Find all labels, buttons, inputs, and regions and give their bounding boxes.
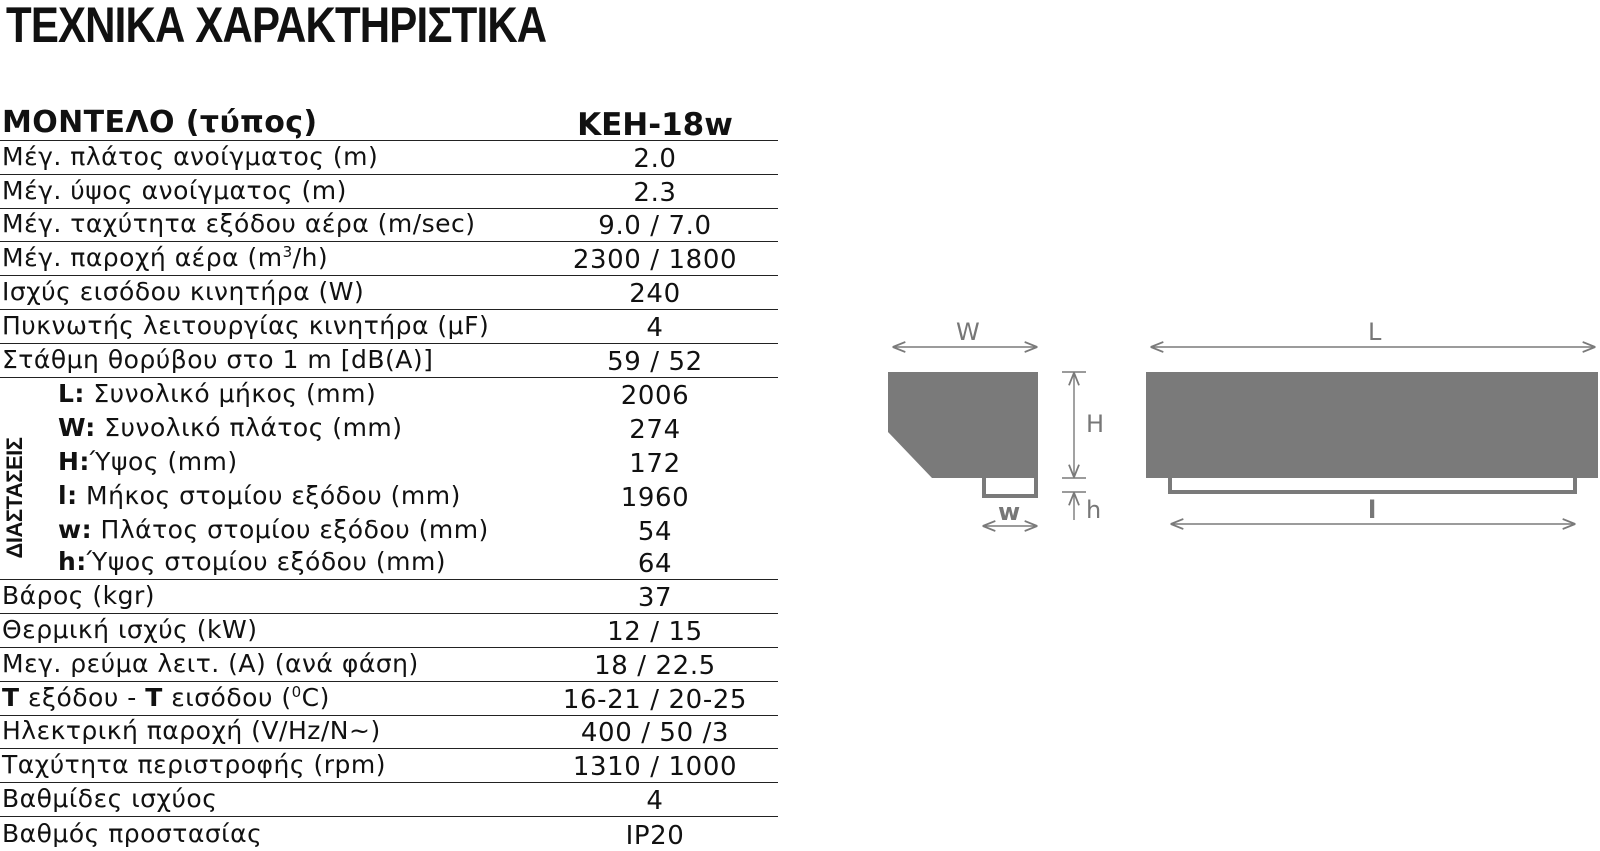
dimension-row (0, 479, 778, 513)
temp-symbol: T (2, 682, 20, 712)
row-value: 1310 / 1000 (572, 752, 738, 783)
row-label: Βαθμίδες ισχύος (2, 783, 218, 813)
row-value: 2006 (620, 381, 690, 412)
dimension-row (0, 445, 778, 479)
row-label: Ισχύς εισόδου κινητήρα (W) (2, 276, 365, 306)
model-value: ΚΕΗ-18w (577, 107, 733, 143)
table-row (0, 344, 778, 378)
row-label: Θερμική ισχύς (kW) (2, 614, 258, 644)
model-label: ΜΟΝΤΕΛΟ (τύπος) (2, 105, 318, 140)
table-row (0, 141, 778, 175)
L-label: L (1368, 318, 1382, 346)
label-text: Ύψος στομίου εξόδου (mm) (86, 547, 447, 577)
row-value: 172 (629, 448, 681, 479)
row-label (58, 481, 461, 511)
table-row (0, 175, 778, 209)
page-title: ΤΕΧΝΙΚΑ ΧΑΡΑΚΤΗΡΙΣΤΙΚΑ (6, 0, 547, 53)
w-label: w (998, 498, 1021, 526)
h-label: h (1086, 496, 1102, 524)
row-label (58, 379, 376, 409)
W-label: W (956, 318, 980, 346)
row-value: 400 / 50 /3 (580, 718, 730, 749)
label-text: Μήκος στομίου εξόδου (mm) (86, 480, 461, 510)
row-value: 4 (646, 312, 664, 343)
side-view-body (888, 372, 1038, 478)
unit-dimension-diagram (880, 300, 1600, 560)
dimension-row (0, 513, 778, 547)
row-value: 59 / 52 (607, 346, 703, 377)
row-label (58, 413, 403, 443)
H-label: H (1086, 410, 1105, 438)
row-label: Μέγ. πλάτος ανοίγματος (m) (2, 141, 379, 171)
row-label (2, 243, 328, 273)
dimensions-label: ΔΙΑΣΤΑΣΕΙΣ (2, 437, 27, 559)
row-value: IP20 (625, 820, 685, 851)
row-value: 64 (637, 549, 673, 580)
table-row (0, 783, 778, 817)
row-label (58, 447, 238, 477)
superscript: 0 (291, 682, 302, 701)
dimension-key: w: (58, 514, 93, 544)
row-value: 4 (646, 785, 664, 816)
row-label: Βαθμός προστασίας (2, 818, 263, 848)
table-row (0, 749, 778, 783)
label-text: C) (301, 682, 330, 712)
row-label: Ταχύτητα περιστροφής (rpm) (2, 750, 386, 780)
label-text: Μέγ. παροχή αέρα (m (2, 243, 283, 273)
dimension-key: h: (58, 547, 87, 577)
row-label: Στάθμη θορύβου στο 1 m [dB(A)] (2, 344, 434, 374)
label-text: Ύψος (mm) (89, 446, 238, 476)
table-row (0, 614, 778, 648)
l-label: l (1368, 496, 1377, 524)
dimension-key: l: (58, 480, 78, 510)
row-value: 9.0 / 7.0 (598, 211, 712, 242)
row-value: 2.0 (633, 143, 677, 174)
dimension-row (0, 411, 778, 445)
dimension-key: L: (58, 379, 85, 409)
row-label: Μέγ. ταχύτητα εξόδου αέρα (m/sec) (2, 209, 476, 239)
dimension-row (0, 547, 778, 581)
table-row (0, 242, 778, 276)
table-row (0, 682, 778, 716)
label-text: Συνολικό πλάτος (mm) (104, 413, 403, 443)
front-view-body (1146, 372, 1598, 478)
table-row (0, 817, 778, 851)
table-row (0, 310, 778, 344)
dimensions-group-label (0, 396, 30, 600)
label-text: εξόδου - (19, 682, 146, 712)
table-row (0, 580, 778, 614)
row-value: 1960 (620, 482, 690, 513)
label-text: /h) (292, 243, 329, 273)
row-label (58, 547, 446, 577)
temp-symbol: T (145, 682, 163, 712)
row-value: 274 (629, 415, 681, 446)
row-value: 2.3 (633, 177, 677, 208)
row-value: 37 (637, 583, 673, 614)
front-view-outlet (1170, 478, 1575, 492)
side-view-outlet (984, 478, 1036, 496)
row-label: Πυκνωτής λειτουργίας κινητήρα (μF) (2, 310, 490, 340)
label-text: Συνολικό μήκος (mm) (93, 379, 377, 409)
row-value: 54 (637, 516, 673, 547)
table-header-row (0, 101, 778, 141)
table-row (0, 648, 778, 682)
table-row (0, 209, 778, 243)
dimension-key: H: (58, 446, 90, 476)
label-text: Πλάτος στομίου εξόδου (mm) (100, 514, 489, 544)
superscript: 3 (282, 243, 293, 262)
row-value: 2300 / 1800 (572, 245, 738, 276)
row-label (2, 683, 330, 713)
row-label: Ηλεκτρική παροχή (V/Hz/N~) (2, 716, 381, 746)
table-row (0, 716, 778, 750)
spec-table (0, 101, 778, 851)
dimension-key: W: (58, 413, 96, 443)
row-label: Βάρος (kgr) (2, 581, 156, 611)
row-label: Μεγ. ρεύμα λειτ. (A) (ανά φάση) (2, 648, 419, 678)
label-text: εισόδου ( (162, 682, 292, 712)
row-label: Μέγ. ύψος ανοίγματος (m) (2, 175, 347, 205)
dimension-row (0, 378, 778, 412)
table-row (0, 276, 778, 310)
row-value: 12 / 15 (607, 616, 703, 647)
row-value: 18 / 22.5 (594, 650, 716, 681)
row-value: 240 (629, 278, 681, 309)
row-label (58, 515, 489, 545)
row-value: 16-21 / 20-25 (562, 684, 748, 715)
